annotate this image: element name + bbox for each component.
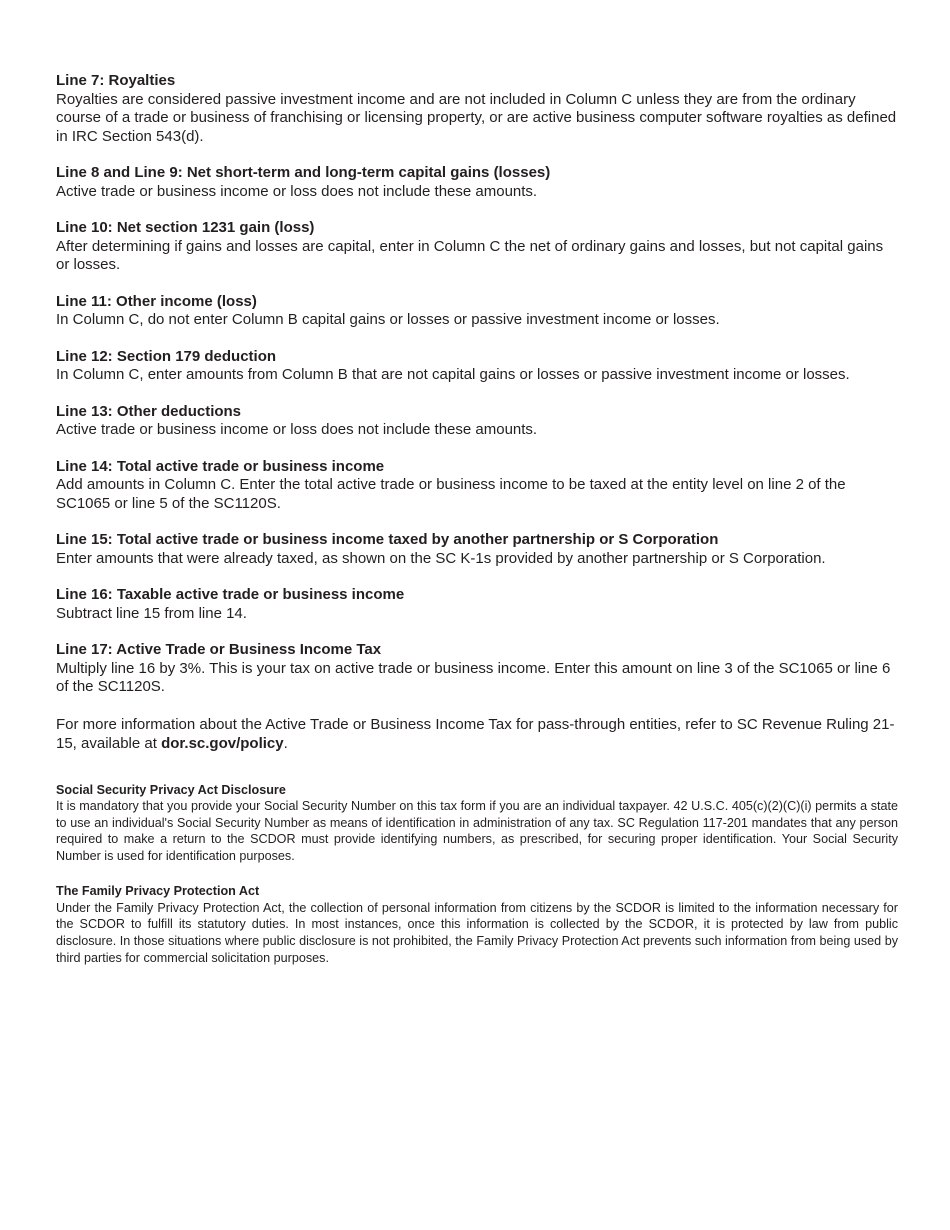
section-heading: Line 14: Total active trade or business income (56, 457, 385, 475)
line-8-9-section (56, 164, 898, 201)
line-7-section (56, 72, 898, 146)
more-info-text: For more information about the Active Trade or Business Income Tax for pass-through entities, refer to SC Revenue Ruling 21-15, available at (56, 715, 895, 752)
section-heading: Line 8 and Line 9: Net short-term and long-term capital gains (losses) (56, 164, 551, 181)
section-heading: Line 15: Total active trade or business income taxed by another partnership or S Corporation (56, 531, 719, 548)
section-body: Active trade or business income or loss does not include these amounts. (56, 182, 538, 200)
disclosure-heading: The Family Privacy Protection Act (56, 884, 260, 899)
line-16-section (56, 586, 898, 623)
section-heading: Line 10: Net section 1231 gain (loss) (56, 219, 315, 236)
disclosure-heading: Social Security Privacy Act Disclosure (56, 782, 286, 797)
section-body: Enter amounts that were already taxed, as shown on the SC K-1s provided by another partnership or S Corporation. (56, 549, 826, 567)
document-page (56, 72, 898, 985)
section-body: Subtract line 15 from line 14. (56, 604, 247, 622)
section-body: Multiply line 16 by 3%. This is your tax on active trade or business income. Enter this amount on line 3 of the SC1065 or line 6 of the SC1120S. (56, 659, 891, 695)
section-heading: Line 7: Royalties (56, 72, 176, 89)
line-15-section (56, 531, 898, 568)
social-security-disclosure (56, 782, 898, 865)
section-body: Royalties are considered passive investment income and are not included in Column C unless they are from the ordinary course of a trade or business of franchising or licensing property, or are active business computer software royalties as defined in IRC Section 543(d). (56, 90, 897, 145)
section-body: Add amounts in Column C. Enter the total active trade or business income to be taxed at the entity level on line 2 of the SC1065 or line 5 of the SC1120S. (56, 476, 846, 512)
line-14-section (56, 458, 898, 514)
line-11-section (56, 293, 898, 330)
family-privacy-disclosure (56, 883, 898, 966)
more-info-suffix: . (283, 734, 288, 752)
section-heading: Line 11: Other income (loss) (56, 292, 257, 310)
line-17-section (56, 641, 898, 697)
section-body: In Column C, do not enter Column B capital gains or losses or passive investment income or losses. (56, 311, 720, 328)
section-heading: Line 16: Taxable active trade or business income (56, 586, 405, 603)
disclosure-body: It is mandatory that you provide your Social Security Number on this tax form if you are an individual taxpayer. 42 U.S.C. 405(c)(2)(C)(i) permits a state to use an individual's Social Security Number as means of identification in administration of any tax. SC Regulation 117-201 mandates that any person required to make a return to the SCDOR must provide identifying numbers, as prescribed, for securing proper identification. Your Social Security Number is used for identification purposes. (56, 799, 898, 863)
section-heading: Line 13: Other deductions (56, 402, 242, 420)
section-heading: Line 12: Section 179 deduction (56, 347, 277, 365)
line-12-section (56, 348, 898, 385)
more-information-paragraph (56, 715, 898, 753)
section-heading: Line 17: Active Trade or Business Income Tax (56, 641, 382, 658)
disclosures (56, 782, 898, 967)
line-10-section (56, 219, 898, 275)
policy-link[interactable]: dor.sc.gov/policy (161, 734, 284, 752)
section-body: In Column C, enter amounts from Column B that are not capital gains or losses or passive investment income or losses. (56, 366, 850, 383)
line-13-section (56, 403, 898, 440)
disclosure-body: Under the Family Privacy Protection Act, the collection of personal information from citizens by the SCDOR is limited to the information necessary for the SCDOR to fulfill its statutory duties. In most instances, once this information is collected by the SCDOR, it is protected by law from public disclosure. In those situations where public disclosure is not prohibited, the Family Privacy Protection Act prevents such information from being used by third parties for commercial solicitation purposes. (56, 900, 898, 965)
section-body: After determining if gains and losses are capital, enter in Column C the net of ordinary gains and losses, but not capital gains or losses. (56, 237, 884, 273)
section-body: Active trade or business income or loss does not include these amounts. (56, 421, 538, 438)
